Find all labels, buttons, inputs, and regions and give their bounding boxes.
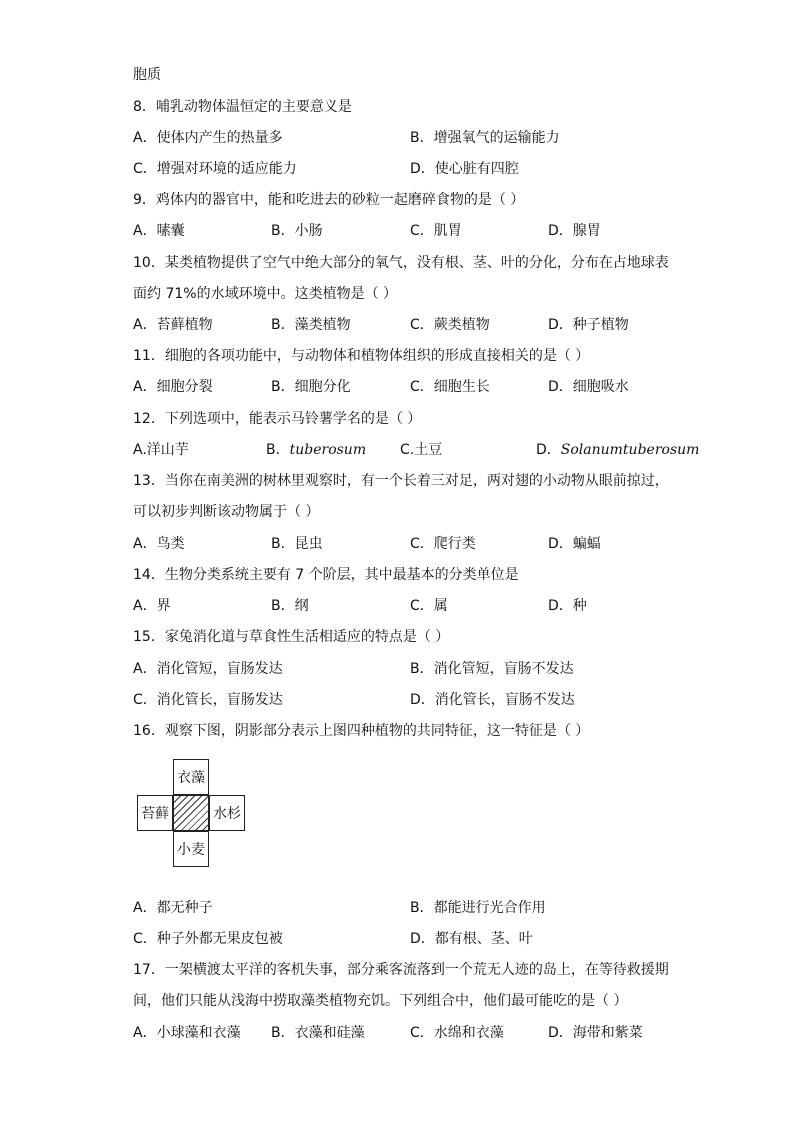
option-c: C．属: [410, 598, 448, 614]
line-cytoplasm: 胞质: [133, 67, 161, 83]
option-a: A．界: [133, 598, 171, 614]
option-a: A．鸟类: [133, 536, 185, 552]
diagram-box-left: 苔藓: [137, 795, 173, 831]
option-c: C．水绵和衣藻: [410, 1025, 504, 1041]
question-15: 15．家兔消化道与草食性生活相适应的特点是（ ）: [133, 629, 450, 645]
option-b: B．昆虫: [271, 536, 323, 552]
question-13: 13．当你在南美洲的树林里观察时，有一个长着三对足，两对翅的小动物从眼前掠过，: [133, 473, 669, 489]
option-b: B．消化管短，盲肠不发达: [410, 661, 574, 677]
option-d-prefix: D．: [536, 442, 561, 458]
option-c: C．种子外都无果皮包被: [133, 931, 283, 947]
option-a: A．使体内产生的热量多: [133, 130, 283, 146]
option-d: D．海带和紫菜: [548, 1025, 643, 1041]
option-d: D．腺胃: [548, 223, 601, 239]
diagram-box-right: 水杉: [209, 795, 245, 831]
option-c: C．增强对环境的适应能力: [133, 161, 297, 177]
option-b-prefix: B．: [266, 442, 290, 458]
option-d: D．消化管长，盲肠不发达: [410, 692, 575, 708]
option-c: C．细胞生长: [410, 379, 490, 395]
option-a: A.洋山芋: [133, 442, 189, 458]
option-b: B．藻类植物: [271, 317, 351, 333]
question-12: 12．下列选项中，能表示马铃薯学名的是（ ）: [133, 411, 422, 427]
question-14: 14．生物分类系统主要有 7 个阶层，其中最基本的分类单位是: [133, 567, 519, 583]
option-a: A．都无种子: [133, 900, 213, 916]
option-b: B．增强氧气的运输能力: [410, 130, 560, 146]
option-d: D．使心脏有四腔: [410, 161, 519, 177]
question-16: 16．观察下图，阴影部分表示上图四种植物的共同特征，这一特征是（ ）: [133, 723, 590, 739]
option-a: A．苔藓植物: [133, 317, 213, 333]
option-b: [266, 441, 366, 459]
cross-diagram: [136, 758, 248, 870]
question-17: 17．一架横渡太平洋的客机失事，部分乘客流落到一个荒无人迹的岛上，在等待救援期: [133, 962, 669, 978]
option-d: [536, 441, 699, 459]
option-a: A．嗉囊: [133, 223, 185, 239]
question-17-cont: 间，他们只能从浅海中捞取藻类植物充饥。下列组合中，他们最可能吃的是（ ）: [133, 993, 628, 1009]
option-d-latin: Solanumtuberosum: [560, 442, 700, 458]
question-8: 8．哺乳动物体温恒定的主要意义是: [133, 99, 352, 115]
question-10-cont: 面约 71%的水域环境中。这类植物是（ ）: [133, 286, 398, 302]
option-d: D．种子植物: [548, 317, 629, 333]
diagram-box-bottom: 小麦: [173, 831, 209, 867]
option-c: C．消化管长，盲肠发达: [133, 692, 283, 708]
option-b: B．小肠: [271, 223, 323, 239]
diagram-box-center-shaded: [173, 795, 209, 831]
option-c: C.土豆: [400, 442, 443, 458]
option-b-latin: tuberosum: [289, 442, 367, 458]
question-10: 10．某类植物提供了空气中绝大部分的氧气，没有根、茎、叶的分化，分布在占地球表: [133, 255, 669, 271]
option-a: A．消化管短，盲肠发达: [133, 661, 283, 677]
option-c: C．爬行类: [410, 536, 476, 552]
option-d: D．种: [548, 598, 587, 614]
option-d: D．蝙蝠: [548, 536, 601, 552]
option-b: B．细胞分化: [271, 379, 351, 395]
option-d: D．都有根、茎、叶: [410, 931, 533, 947]
option-b: B．都能进行光合作用: [410, 900, 546, 916]
option-b: B．纲: [271, 598, 309, 614]
option-c: C．蕨类植物: [410, 317, 490, 333]
option-d: D．细胞吸水: [548, 379, 629, 395]
option-b: B．衣藻和硅藻: [271, 1025, 365, 1041]
option-a: A．小球藻和衣藻: [133, 1025, 241, 1041]
diagram-box-top: 衣藻: [173, 759, 209, 795]
question-11: 11．细胞的各项功能中，与动物体和植物体组织的形成直接相关的是（ ）: [133, 348, 590, 364]
question-9: 9．鸡体内的器官中，能和吃进去的砂粒一起磨碎食物的是（ ）: [133, 192, 525, 208]
option-c: C．肌胃: [410, 223, 462, 239]
question-13-cont: 可以初步判断该动物属于（ ）: [133, 504, 320, 520]
option-a: A．细胞分裂: [133, 379, 213, 395]
